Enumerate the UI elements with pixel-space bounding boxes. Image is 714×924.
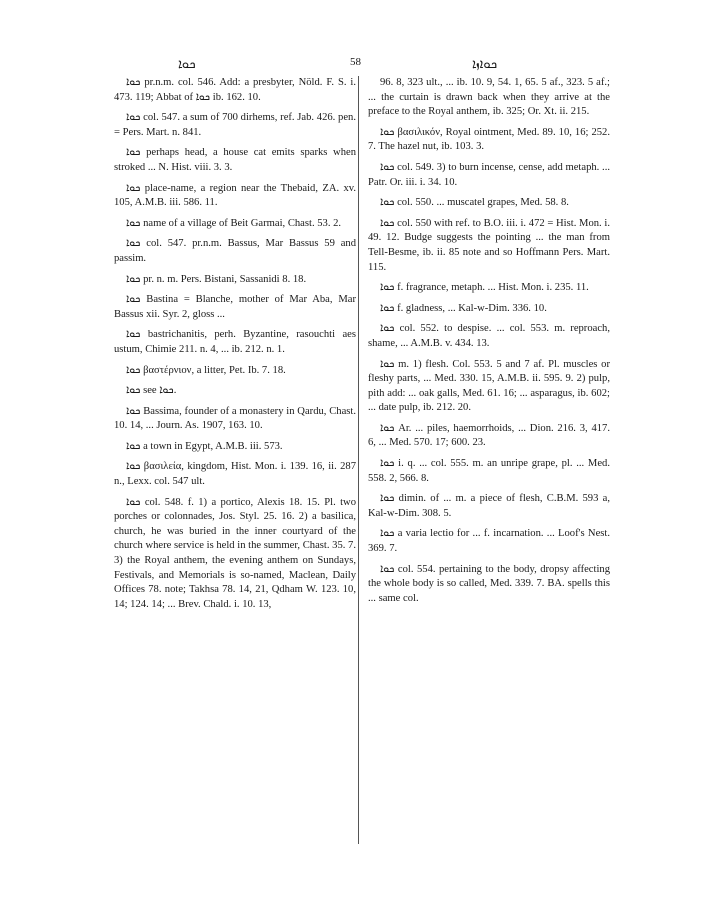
dictionary-entry: ܟܘܐ bastrichanitis, perh. Byzantine, rasouchti aes ustum, Chimie 211. n. 4, ... ib. 212. n. 1. <box>114 329 356 355</box>
dictionary-entry: ܟܘܐ col. 550 with ref. to B.O. iii. i. 472 = Hist. Mon. i. 49. 12. Budge suggests the pointing ... the man from Tell-Besme, ib. ii. 85 note and so Hoffmann Pers. Mart. 115. <box>368 217 610 273</box>
dictionary-entry: ܟܘܐ see ܟܘܐ. <box>126 385 177 397</box>
dictionary-entry: ܟܘܐ pr.n.m. col. 546. Add: a presbyter, Nöld. F. S. i. 473. 119; Abbat of ܟܘܐ ib. 162. 10. <box>114 77 356 103</box>
column-divider <box>358 76 359 844</box>
dictionary-entry: ܟܘܐ name of a village of Beit Garmai, Chast. 53. 2. <box>126 217 342 229</box>
dictionary-entry: ܟܘܐ col. 550. ... muscatel grapes, Med. 58. 8. <box>380 197 569 209</box>
dictionary-entry: ܟܘܐ Bassima, founder of a monastery in Qardu, Chast. 10. 14, ... Journ. As. 1907, 163. 10. <box>114 405 356 432</box>
dictionary-entry: ܟܘܐ βασιλεία, kingdom, Hist. Mon. i. 139. 16, ii. 287 n., Lexx. col. 547 ult. <box>114 461 356 488</box>
dictionary-entry: ܟܘܐ col. 547. a sum of 700 dirhems, ref. Jab. 426. pen. = Pers. Mart. n. 841. <box>114 112 356 138</box>
dictionary-entry: ܟܘܐ βασιλικόν, Royal ointment, Med. 89. 10, 16; 252. 7. The hazel nut, ib. 103. 3. <box>368 126 610 153</box>
dictionary-entry: ܟܘܐ dimin. of ... m. a piece of flesh, C.B.M. 593 a, Kal-w-Dim. 308. 5. <box>368 493 610 519</box>
dictionary-entry: ܟܘܐ a town in Egypt, A.M.B. iii. 573. <box>126 440 283 452</box>
dictionary-entry: ܟܘܐ col. 554. pertaining to the body, dropsy affecting the whole body is so called, Med. 339. 7. BA. spells this ... same col. <box>368 563 610 604</box>
dictionary-entry: ܟܘܐ f. gladness, ... Kal-w-Dim. 336. 10. <box>380 302 547 314</box>
dictionary-entry: ܟܘܐ a varia lectio for ... f. incarnation. ... Loof's Nest. 369. 7. <box>368 528 610 555</box>
dictionary-entry: ܟܘܐ βαστέρνιον, a litter, Pet. Ib. 7. 18. <box>126 364 286 376</box>
page-number: 58 <box>350 56 361 68</box>
running-head-right: ܟܘܐܙܐ <box>472 56 498 71</box>
right-column <box>368 76 610 612</box>
left-column <box>114 76 356 618</box>
dictionary-entry: ܟܘܐ place-name, a region near the Thebaid, ZA. xv. 105, A.M.B. iii. 586. 11. <box>114 182 356 209</box>
dictionary-entry: ܟܘܐ i. q. ... col. 555. m. an unripe grape, pl. ... Med. 558. 2, 566. 8. <box>368 458 610 484</box>
dictionary-entry: ܟܘܐ pr. n. m. Pers. Bistani, Sassanidi 8. 18. <box>126 273 307 285</box>
running-head-left: ܟܘܐ <box>178 56 196 71</box>
dictionary-entry: ܟܘܐ col. 548. f. 1) a portico, Alexis 18. 15. Pl. two porches or colonnades, Jos. Styl. 25. 16. 2) a basilica, church, he was buried in the inner courtyard of the church where service is held in the summer, Chast. 35. 7. 3) the Royal anthem, the evening anthem on Sundays, Festivals, and Memorials is so-named, Maclean, Daily Offices 78. note; Takhsa 78. 14, 21, Qdham W. 123. 10, 14; 124. 14; ... Brev. Chald. i. 10. 13, <box>114 496 356 610</box>
dictionary-entry: ܟܘܐ col. 552. to despise. ... col. 553. m. reproach, shame, ... A.M.B. v. 434. 13. <box>368 323 610 349</box>
dictionary-entry: ܟܘܐ Ar. ... piles, haemorrhoids, ... Dion. 216. 3, 417. 6, ... Med. 570. 17; 600. 23. <box>368 422 610 449</box>
dictionary-entry: ܟܘܐ Bastina = Blanche, mother of Mar Aba, Mar Bassus xii. Syr. 2, gloss ... <box>114 294 356 320</box>
dictionary-entry: ܟܘܐ perhaps head, a house cat emits sparks when stroked ... N. Hist. viii. 3. 3. <box>114 147 356 173</box>
dictionary-entry: ܟܘܐ col. 549. 3) to burn incense, cense, add metaph. ... Patr. Or. iii. i. 34. 10. <box>368 161 610 188</box>
dictionary-entry: ܟܘܐ m. 1) flesh. Col. 553. 5 and 7 af. Pl. muscles or fleshy parts, ... Med. 330. 15, A.M.B. ii. 595. 9. 2) pulp, pith add: ... oak galls, Med. 61. 16; ... asparagus, ib. 602; ... date pulp, ib. 212. 20. <box>368 358 610 414</box>
dictionary-entry: ܟܘܐ f. fragrance, metaph. ... Hist. Mon. i. 235. 11. <box>380 282 589 294</box>
dictionary-entry: ܟܘܐ col. 547. pr.n.m. Bassus, Mar Bassus 59 and passim. <box>114 238 356 264</box>
dictionary-entry: 96. 8, 323 ult., ... ib. 10. 9, 54. 1, 65. 5 af., 323. 5 af.; ... the curtain is drawn back when they arrive at the preface to the Royal anthem, ib. 325; Or. Xt. ii. 215. <box>368 77 610 118</box>
